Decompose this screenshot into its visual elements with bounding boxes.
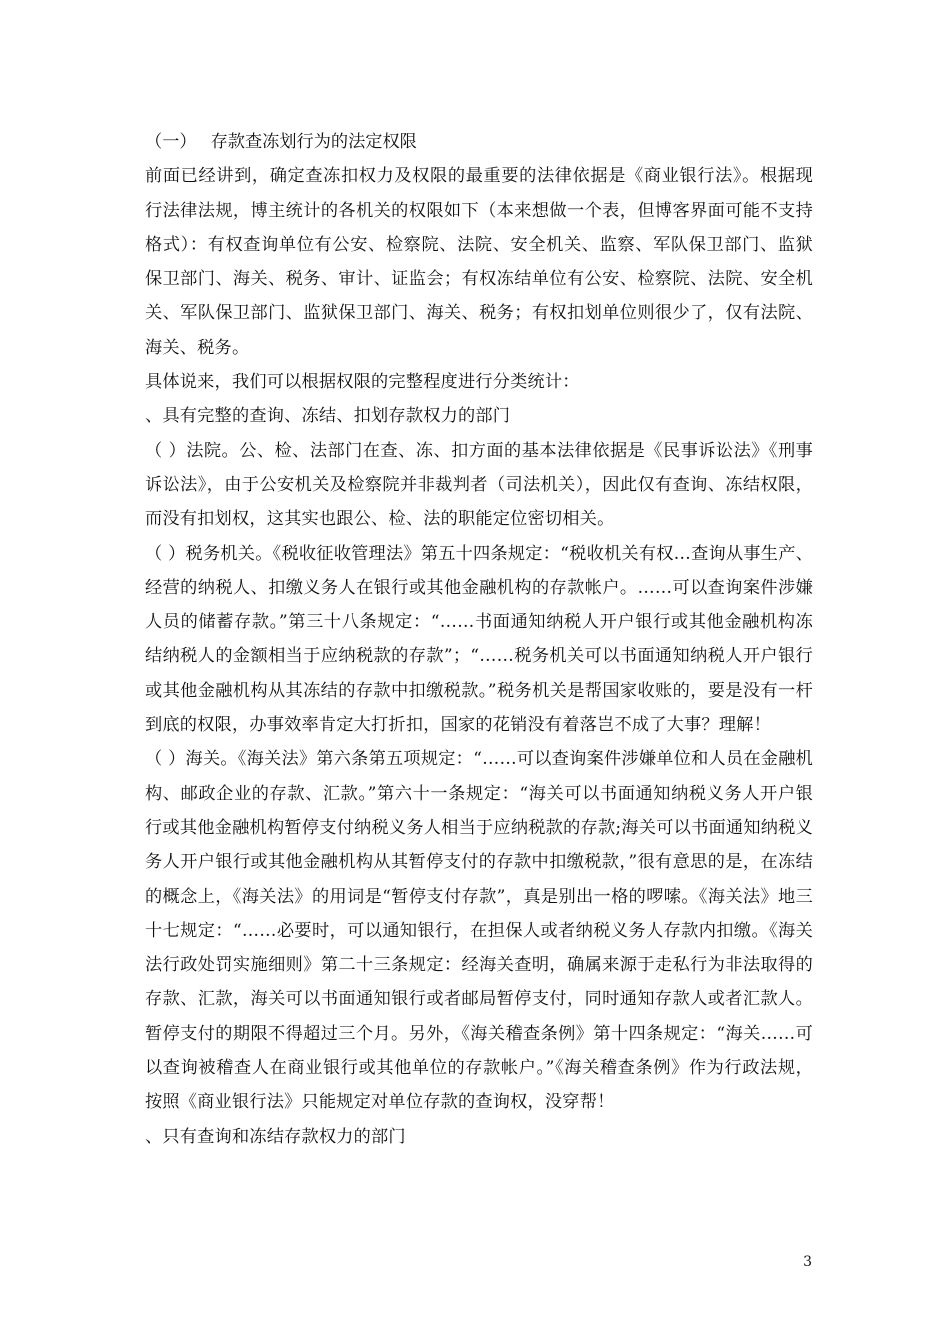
subheading-query-freeze-only: 、只有查询和冻结存款权力的部门 (145, 1126, 406, 1147)
section-heading (145, 125, 813, 159)
paragraph-tax-authority: （ ）税务机关。《税收征收管理法》第五十四条规定：“税收机关有权…查询从事生产、经营的纳税人、扣缴义务人在银行或其他金融机构的存款帐户。……可以查询案件涉嫌人员的储蓄存款。”第三十八条规定：“……书面通知纳税人开户银行或其他金融机构冻结纳税人的金额相当于应纳税款的存款”；“……税务机关可以书面通知纳税人开户银行或其他金融机构从其冻结的存款中扣缴税款。”税务机关是帮国家收账的，要是没有一杆到底的权限，办事效率肯定大打折扣，国家的花销没有着落岂不成了大事？理解！ (145, 543, 813, 736)
section-heading-number: （一） (145, 132, 197, 152)
paragraph-court: （ ）法院。公、检、法部门在查、冻、扣方面的基本法律依据是《民事诉讼法》《刑事诉讼法》，由于公安机关及检察院并非裁判者（司法机关），因此仅有查询、冻结权限，而没有扣划权，这其实也跟公、检、法的职能定位密切相关。 (145, 440, 813, 530)
subheading-full-powers: 、具有完整的查询、冻结、扣划存款权力的部门 (145, 406, 511, 427)
paragraph-customs: （ ）海关。《海关法》第六条第五项规定：“……可以查询案件涉嫌单位和人员在金融机构、邮政企业的存款、汇款。”第六十一条规定：“海关可以书面通知纳税义务人开户银行或其他金融机构暂停支付纳税义务人相当于应纳税款的存款;海关可以书面通知纳税义务人开户银行或其他金融机构从其暂停支付的存款中扣缴税款，”很有意思的是，在冻结的概念上，《海关法》的用词是“暂停支付存款”，真是别出一格的啰嗦。《海关法》地三十七规定：“……必要时，可以通知银行，在担保人或者纳税义务人存款内扣缴。《海关法行政处罚实施细则》第二十三条规定：经海关查明，确属来源于走私行为非法取得的存款、汇款，海关可以书面通知银行或者邮局暂停支付，同时通知存款人或者汇款人。暂停支付的期限不得超过三个月。另外，《海关稽查条例》第十四条规定：“海关……可以查询被稽查人在商业银行或其他单位的存款帐户。”《海关稽查条例》作为行政法规，按照《商业银行法》只能规定对单位存款的查询权，没穿帮！ (145, 749, 813, 1113)
document-body (145, 125, 813, 1154)
page-number: 3 (803, 1254, 812, 1270)
paragraph-overview: 前面已经讲到，确定查冻扣权力及权限的最重要的法律依据是《商业银行法》。根据现行法律法规，博主统计的各机关的权限如下（本来想做一个表，但博客界面可能不支持格式）：有权查询单位有公安、检察院、法院、安全机关、监察、军队保卫部门、监狱保卫部门、海关、税务、审计、证监会；有权冻结单位有公安、检察院、法院、安全机关、军队保卫部门、监狱保卫部门、海关、税务；有权扣划单位则很少了，仅有法院、海关、税务。 (145, 166, 813, 358)
paragraph-classification-intro: 具体说来，我们可以根据权限的完整程度进行分类统计： (145, 372, 580, 393)
section-heading-text: 存款查冻划行为的法定权限 (210, 132, 417, 152)
